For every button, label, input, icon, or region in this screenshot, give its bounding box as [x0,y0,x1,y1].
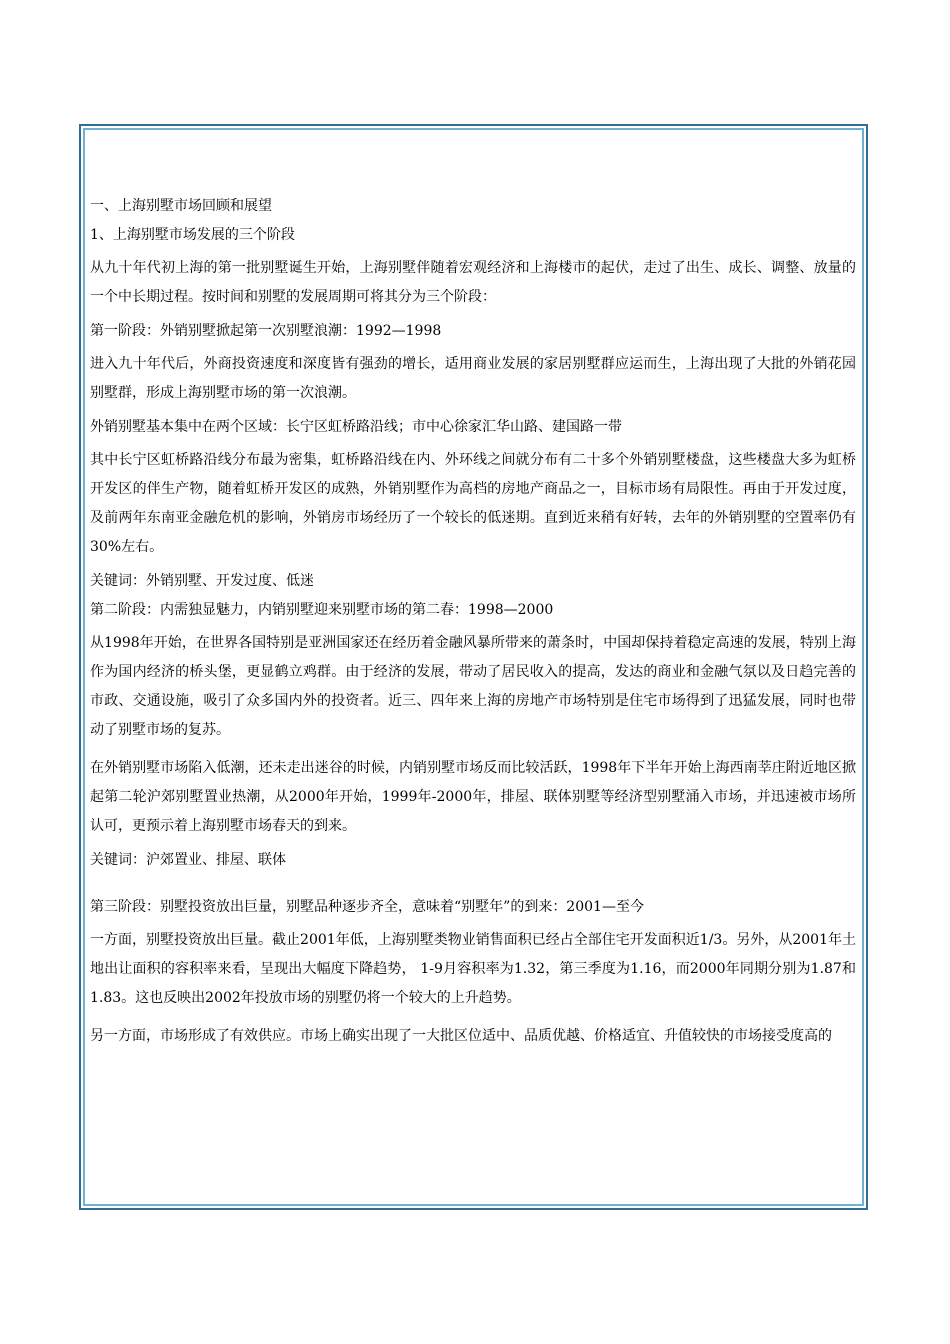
blank-line [90,879,856,897]
stage3-title: 第三阶段：别墅投资放出巨量，别墅品种逐步齐全，意味着“别墅年”的到来：2001—至今 [90,899,644,915]
stage2-paragraph-1: 从1998年开始，在世界各国特别是亚洲国家还在经历着金融风暴所带来的萧条时，中国却保持着稳定高速的发展，特别上海作为国内经济的桥头堡，更显鹤立鸡群。由于经济的发展，带动了居民收入的提高，发达的商业和金融气氛以及日趋完善的市政、交通设施，吸引了众多国内外的投资者。近三、四年来上海的房地产市场特别是住宅市场得到了迅猛发展，同时也带动了别墅市场的复苏。 [90,635,856,738]
stage1-paragraph-2: 外销别墅基本集中在两个区域：长宁区虹桥路沿线；市中心徐家汇华山路、建国路一带 [90,419,622,435]
document-body [90,196,856,1060]
document-frame-inner [83,128,864,1206]
stage1-paragraph-3: 其中长宁区虹桥路沿线分布最为密集，虹桥路沿线在内、外环线之间就分布有二十多个外销别墅楼盘，这些楼盘大多为虹桥开发区的伴生产物，随着虹桥开发区的成熟，外销别墅作为高档的房地产商品之一，目标市场有局限性。再由于开发过度，及前两年东南亚金融危机的影响，外销房市场经历了一个较长的低迷期。直到近来稍有好转，去年的外销别墅的空置率仍有30%左右。 [90,452,856,555]
document-frame [79,124,868,1210]
stage3-paragraph-1: 一方面，别墅投资放出巨量。截止2001年低，上海别墅类物业销售面积已经占全部住宅开发面积近1/3。另外，从2001年土地出让面积的容积率来看，呈现出大幅度下降趋势， 1-9月容积率为1.32，第三季度为1.16，而2000年同期分别为1.87和1.83。这也反映出2002年投放市场的别墅仍将一个较大的上升趋势。 [90,932,856,1006]
stage2-paragraph-2: 在外销别墅市场陷入低潮，还未走出迷谷的时候，内销别墅市场反而比较活跃，1998年下半年开始上海西南莘庄附近地区掀起第二轮沪郊别墅置业热潮，从2000年开始，1999年-2000年，排屋、联体别墅等经济型别墅涌入市场，并迅速被市场所认可，更预示着上海别墅市场春天的到来。 [90,760,856,834]
intro-paragraph: 从九十年代初上海的第一批别墅诞生开始，上海别墅伴随着宏观经济和上海楼市的起伏，走过了出生、成长、调整、放量的一个中长期过程。按时间和别墅的发展周期可将其分为三个阶段： [90,260,856,305]
stage1-keywords: 关键词：外销别墅、开发过度、低迷 [90,573,314,589]
stage3-paragraph-2: 另一方面，市场形成了有效供应。市场上确实出现了一大批区位适中、品质优越、价格适宜、升值较快的市场接受度高的 [90,1028,832,1044]
stage2-keywords: 关键词：沪郊置业、排屋、联体 [90,852,286,868]
stage1-title: 第一阶段：外销别墅掀起第一次别墅浪潮：1992—1998 [90,323,442,339]
stage2-title: 第二阶段：内需独显魅力，内销别墅迎来别墅市场的第二春：1998—2000 [90,602,554,618]
subsection-heading: 1、上海别墅市场发展的三个阶段 [90,227,295,243]
section-heading: 一、上海别墅市场回顾和展望 [90,198,272,214]
stage1-paragraph-1: 进入九十年代后，外商投资速度和深度皆有强劲的增长，适用商业发展的家居别墅群应运而生，上海出现了大批的外销花园别墅群，形成上海别墅市场的第一次浪潮。 [90,356,856,401]
